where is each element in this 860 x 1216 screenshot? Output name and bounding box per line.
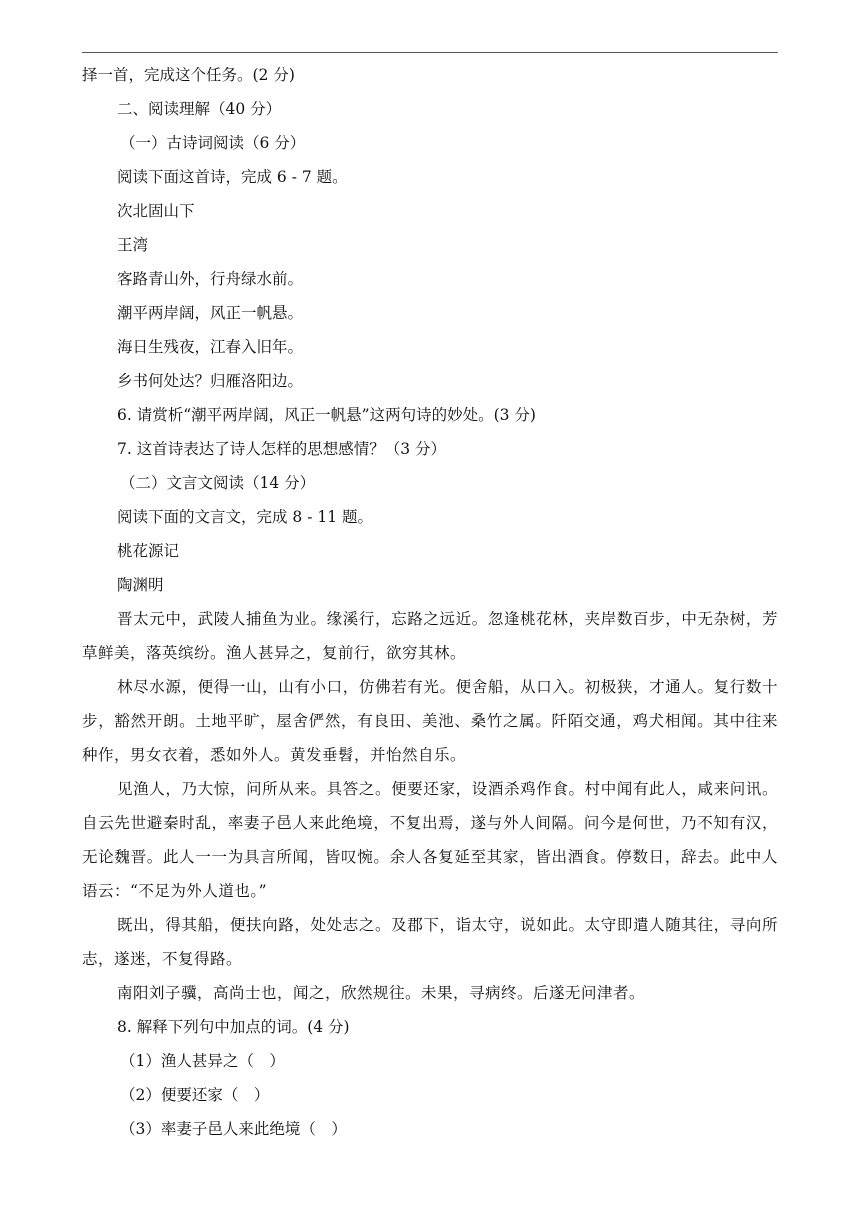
text-line: 次北固山下 <box>117 202 195 220</box>
text-line: 8. 解释下列句中加点的词。(4 分) <box>117 1018 350 1036</box>
passage-paragraph: 见渔人，乃大惊，问所从来。具答之。便要还家，设酒杀鸡作食。村中闻有此人，咸来问讯。自云先世避秦时乱，率妻子邑人来此绝境，不复出焉，遂与外人间隔。问今是何世，乃不知有汉，无论魏晋。此人一一为具言所闻，皆叹惋。余人各复延至其家，皆出酒食。停数日，辞去。此中人语云：“不足为外人道也。” <box>82 780 778 900</box>
passage-paragraphs <box>82 602 778 1010</box>
passage-paragraph: 南阳刘子骥，高尚士也，闻之，欣然规往。未果，寻病终。后遂无问津者。 <box>117 984 646 1002</box>
text-line: 6. 请赏析“潮平两岸阔，风正一帆悬”这两句诗的妙处。(3 分) <box>117 406 536 424</box>
text-line: 潮平两岸阔，风正一帆悬。 <box>117 304 304 322</box>
text-line: （二）文言文阅读（14 分） <box>120 474 316 492</box>
text-line: 客路青山外，行舟绿水前。 <box>117 270 304 288</box>
text-line: 7. 这首诗表达了诗人怎样的思想感情？（3 分） <box>117 440 447 458</box>
text-line: （一）古诗词阅读（6 分） <box>120 134 306 152</box>
text-line: 乡书何处达？归雁洛阳边。 <box>117 372 304 390</box>
passage-paragraph: 既出，得其船，便扶向路，处处志之。及郡下，诣太守，说如此。太守即遣人随其往，寻向所志，遂迷，不复得路。 <box>82 916 778 968</box>
text-line: （3）率妻子邑人来此绝境（ ） <box>120 1120 347 1138</box>
text-line: 海日生残夜，江春入旧年。 <box>117 338 304 356</box>
text-line: 择一首，完成这个任务。(2 分) <box>82 66 295 84</box>
passage-paragraph: 林尽水源，便得一山，山有小口，仿佛若有光。便舍船，从口入。初极狭，才通人。复行数十步，豁然开朗。土地平旷，屋舍俨然，有良田、美池、桑竹之属。阡陌交通，鸡犬相闻。其中往来种作，男女衣着，悉如外人。黄发垂髫，并怡然自乐。 <box>82 678 778 764</box>
text-line: 二、阅读理解（40 分） <box>117 100 282 118</box>
header-rule <box>82 52 778 53</box>
text-line: 阅读下面的文言文，完成 8 - 11 题。 <box>117 508 374 526</box>
text-line: （1）渔人甚异之（ ） <box>120 1052 285 1070</box>
text-line: 王湾 <box>117 236 149 254</box>
question-lines <box>82 1010 778 1146</box>
text-line: 桃花源记 <box>117 542 180 560</box>
document-body <box>82 58 778 1146</box>
text-line: （2）便要还家（ ） <box>120 1086 270 1104</box>
passage-paragraph: 晋太元中，武陵人捕鱼为业。缘溪行，忘路之远近。忽逢桃花林，夹岸数百步，中无杂树，芳草鲜美，落英缤纷。渔人甚异之，复前行，欲穷其林。 <box>82 610 778 662</box>
top-lines <box>82 58 778 602</box>
text-line: 陶渊明 <box>117 576 164 594</box>
text-line: 阅读下面这首诗，完成 6 - 7 题。 <box>117 168 348 186</box>
